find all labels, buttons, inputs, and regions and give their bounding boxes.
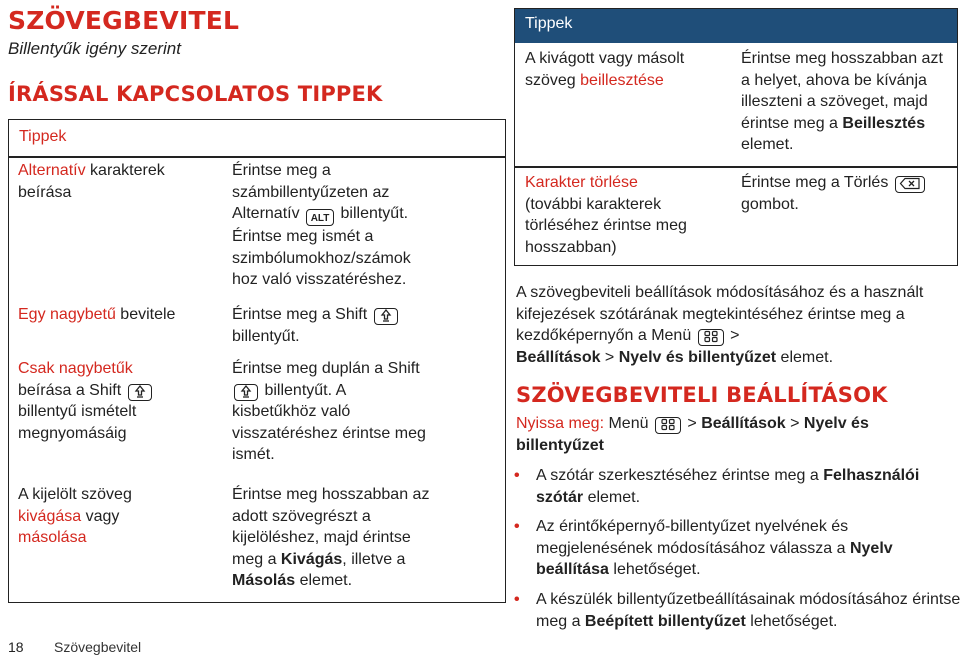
tip-desc-paste: Érintse meg hosszabban azt a helyet, ahova be kívánja illeszteni a szöveget, majd érintse meg a Beillesztés elemet. xyxy=(741,50,943,153)
tip-label-paste: A kivágott vagy másolt szöveg beillesztése xyxy=(525,50,685,89)
page-subtitle: Billentyűk igény szerint xyxy=(8,39,181,58)
page-number: 18 xyxy=(8,639,24,655)
bullet-icon: • xyxy=(514,518,520,535)
tip-label-cut-copy: A kijelölt szöveg kivágása vagy másolása xyxy=(18,486,132,546)
tip-label-capital: Egy nagybetű bevitele xyxy=(18,306,176,323)
tips-table-right-header xyxy=(515,9,957,43)
settings-intro: A szövegbeviteli beállítások módosításához és a használt kifejezések szótárának megtekintéséhez érintse meg a kezdőképernyőn a Menü > Beállítások > Nyelv és billentyűzet elemet. xyxy=(516,284,924,366)
tip-desc-cut-copy: Érintse meg hosszabban az adott szövegrészt a kijelöléshez, majd érintse meg a Kivágás, illetve a Másolás elemet. xyxy=(232,486,430,589)
section-title-settings: SZÖVEGBEVITELI BEÁLLÍTÁSOK xyxy=(516,383,888,407)
menu-key-icon xyxy=(698,329,724,346)
tip-label-delete: Karakter törlése (további karakterek törléséhez érintse meg hosszabban) xyxy=(525,174,687,256)
delete-key-icon xyxy=(895,176,925,193)
tip-desc-alt-chars: Érintse meg a számbillentyűzeten az Alternatív ALT billentyűt. Érintse meg ismét a szimbólumokhoz/számok hoz való visszatéréshez. xyxy=(232,162,411,288)
bullet-icon: • xyxy=(514,591,520,608)
tip-desc-capital: Érintse meg a Shift billentyűt. xyxy=(232,304,432,347)
tip-desc-caps-lock: Érintse meg duplán a Shift billentyűt. A kisbetűkhöz való visszatéréshez érintse meg ismét. xyxy=(232,360,426,463)
alt-key-icon: ALT xyxy=(306,209,334,226)
footer-section: Szövegbevitel xyxy=(54,639,142,655)
page-title: SZÖVEGBEVITEL xyxy=(8,6,240,35)
shift-key-icon xyxy=(128,384,152,401)
list-item: • A készülék billentyűzetbeállításainak módosításához érintse meg a Beépített billentyűzet lehetőséget. xyxy=(514,591,960,630)
tips-table-header-label: Tippek xyxy=(19,128,67,145)
tip-label-caps-lock: Csak nagybetűk beírása a Shift billentyű ismételt megnyomásáig xyxy=(18,358,203,444)
list-item: • A szótár szerkesztéséhez érintse meg a Felhasználói szótár elemet. xyxy=(514,467,920,506)
list-item: • Az érintőképernyő-billentyűzet nyelvének és megjelenésének módosításához válassza a Nyelv beállítása lehetőséget. xyxy=(514,518,893,578)
settings-find-path: Nyissa meg: Menü > Beállítások > Nyelv és billentyűzet xyxy=(516,415,869,454)
tip-desc-delete: Érintse meg a Törlés gombot. xyxy=(741,172,953,215)
section-title-tips: ÍRÁSSAL KAPCSOLATOS TIPPEK xyxy=(8,82,383,106)
row-divider xyxy=(515,166,957,168)
tips-table-right-header-label: Tippek xyxy=(525,15,573,32)
tip-label-alt-chars: Alternatív karakterek beírása xyxy=(18,162,165,201)
tips-table-header xyxy=(9,120,505,158)
menu-key-icon xyxy=(655,417,681,434)
shift-key-icon xyxy=(374,308,398,325)
shift-key-icon xyxy=(234,384,258,401)
bullet-icon: • xyxy=(514,467,520,484)
